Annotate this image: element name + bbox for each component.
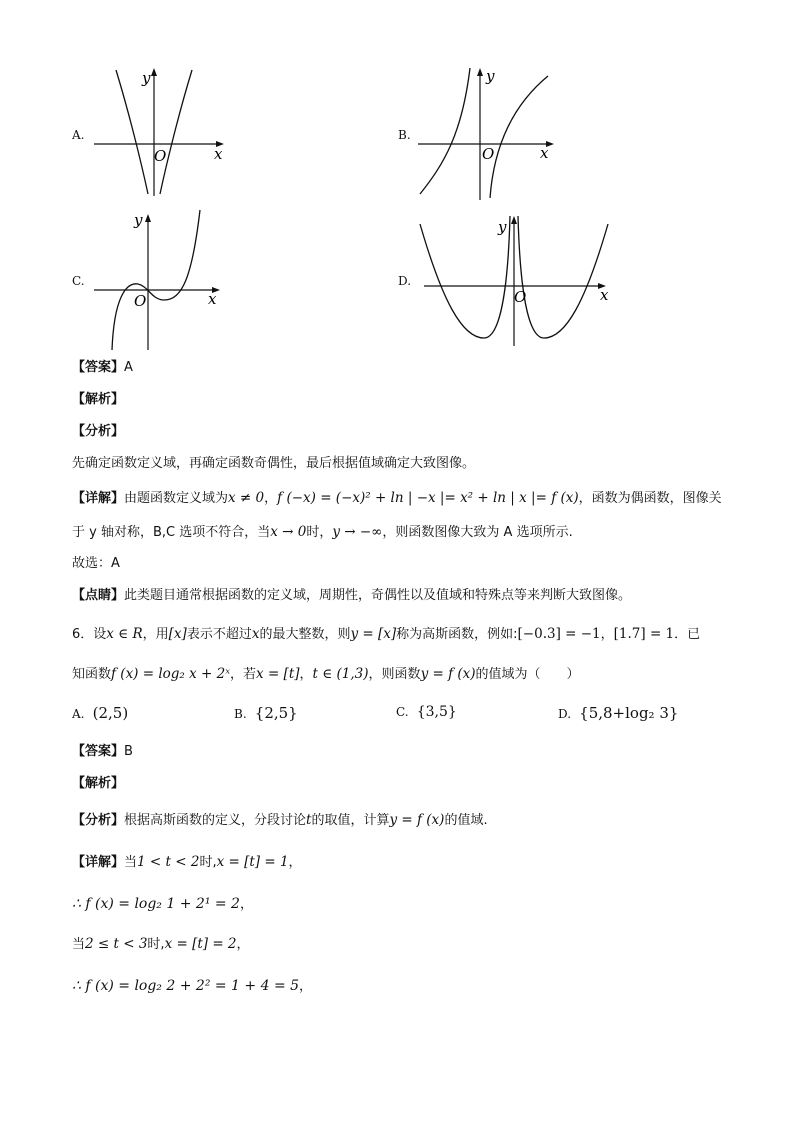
- q6-option-c-label: C.: [396, 705, 409, 719]
- q5-detail-line-2: [72, 522, 573, 543]
- q5-dianjing-tag: 【点睛】: [72, 588, 125, 603]
- graph-d-y-arrow: [511, 216, 517, 224]
- q6-text-1a: 6．设: [72, 627, 107, 642]
- q5-detail-text-2a: 于 y 轴对称，B,C 选项不符合，当: [72, 525, 271, 540]
- q5-analysis-line: [72, 390, 124, 410]
- graph-a-y-arrow: [151, 68, 157, 76]
- q6-step-2-end: ，: [299, 979, 313, 994]
- q5-detail-math-2: f (−x) = (−x)² + ln | −x |= x² + ln | x |= f (x): [277, 490, 579, 506]
- graph-d-curve-right: [518, 216, 608, 338]
- q6-detail-text-a: 当: [124, 855, 138, 870]
- q5-detail-math-1: x ≠ 0: [228, 490, 265, 506]
- q6-math-6: [1.7] = 1: [613, 626, 675, 642]
- q5-detail-tag: 【详解】: [72, 491, 125, 506]
- graph-a-y-label: y: [142, 69, 151, 87]
- q6-case-2-math-2: x = [t] = 2: [164, 936, 237, 952]
- graph-c-origin-label: O: [134, 292, 147, 310]
- q6-text-2d: ，则函数: [368, 667, 421, 682]
- q6-math-2: [x]: [168, 626, 187, 642]
- graph-c-y-label: y: [134, 211, 143, 229]
- q5-detail-line-1: [72, 488, 722, 509]
- q6-text-2b: ，若: [230, 667, 257, 682]
- graph-a-origin-label: O: [154, 147, 167, 165]
- q6-step-1: [72, 894, 253, 915]
- q6-stem-line-2: [72, 664, 580, 685]
- q6-option-d[interactable]: [558, 704, 678, 722]
- q6-case-2: [72, 934, 250, 955]
- q6-case-2-text-c: ，: [236, 937, 250, 952]
- q5-detail-text-1a: 由题函数定义域为: [124, 491, 229, 506]
- q6-detail-line: [72, 852, 302, 873]
- q6-option-d-value: {5,8+log₂ 3}: [579, 704, 679, 722]
- graph-b-svg: [414, 64, 564, 204]
- q6-option-a-label: A.: [72, 707, 85, 721]
- q6-analysis-tag: 【解析】: [72, 776, 125, 791]
- graph-d-curve-left: [420, 216, 510, 338]
- q6-fenxi-text-a: 根据高斯函数的定义，分段讨论: [124, 813, 307, 828]
- q5-answer: A: [124, 360, 133, 375]
- q6-fenxi-math-1: t: [306, 812, 312, 828]
- graph-a-curve-right: [160, 70, 192, 194]
- graph-b-x-label: x: [540, 144, 549, 162]
- q5-fenxi-line: [72, 422, 124, 442]
- q6-text-1b: ，用: [142, 627, 169, 642]
- q6-option-c-value: {3,5}: [416, 704, 457, 720]
- q5-dianjing-text: 此类题目通常根据函数的定义域，周期性，奇偶性以及值域和特殊点等来判断大致图像。: [124, 588, 632, 603]
- q5-detail-text-2c: ，则函数图像大致为 A 选项所示.: [382, 525, 573, 540]
- q6-math-5: [−0.3] = −1: [517, 626, 601, 642]
- q6-option-b[interactable]: [234, 704, 298, 722]
- graph-b-curve-right: [490, 76, 548, 198]
- q5-fenxi-tag: 【分析】: [72, 424, 125, 439]
- graph-c: [90, 208, 230, 354]
- q6-option-b-value: {2,5}: [254, 704, 298, 722]
- q6-detail-tag: 【详解】: [72, 855, 125, 870]
- q6-text-1e: 称为高斯函数，例如:: [396, 627, 518, 642]
- q5-answer-line: [72, 358, 133, 378]
- q6-math-3: x: [251, 626, 260, 642]
- q6-option-d-label: D.: [558, 707, 572, 721]
- q5-detail-math-4: y → −∞: [332, 524, 383, 540]
- q6-math-9: t ∈ (1,3): [312, 666, 369, 682]
- q6-step-2-math: ∴ f (x) = log₂ 2 + 2² = 1 + 4 = 5: [72, 978, 300, 994]
- q6-answer-tag: 【答案】: [72, 744, 125, 759]
- graph-c-svg: [90, 208, 230, 354]
- graph-b-curve-left: [420, 68, 470, 194]
- q6-math-4: y = [x]: [350, 626, 397, 642]
- graph-c-x-label: x: [208, 290, 217, 308]
- q5-detail-text-1b: ，: [264, 491, 278, 506]
- q5-analysis-tag: 【解析】: [72, 392, 125, 407]
- q6-text-2c: ，: [299, 667, 313, 682]
- q6-answer: B: [124, 744, 133, 759]
- q6-text-1d: 的最大整数，则: [259, 627, 351, 642]
- q6-case-2-text-a: 当: [72, 937, 86, 952]
- q6-text-1f: ，: [600, 627, 614, 642]
- option-a-label: A.: [72, 128, 85, 142]
- q6-step-2: [72, 976, 312, 997]
- graph-c-y-arrow: [145, 214, 151, 222]
- graph-d-svg: [414, 210, 614, 350]
- graph-a: [90, 66, 230, 200]
- graph-d-y-label: y: [498, 218, 507, 236]
- q6-math-7: f (x) = log₂ x + 2ˣ: [111, 666, 231, 682]
- q6-math-1: x ∈ R: [106, 626, 143, 642]
- q6-answer-line: [72, 742, 133, 762]
- q5-fenxi-text-line: [72, 454, 475, 474]
- q6-detail-math-1: 1 < t < 2: [137, 854, 200, 870]
- q5-detail-text-1c: ，函数为偶函数，图像关: [578, 491, 722, 506]
- q6-step-1-end: ，: [239, 897, 253, 912]
- q5-fenxi-text: 先确定函数定义域，再确定函数奇偶性，最后根据值域确定大致图像。: [72, 456, 476, 471]
- graph-c-curve: [112, 210, 200, 350]
- q6-text-2a: 知函数: [72, 667, 112, 682]
- q6-fenxi-line: [72, 810, 488, 831]
- q5-answer-tag: 【答案】: [72, 360, 125, 375]
- q6-fenxi-math-2: y = f (x): [389, 812, 445, 828]
- q6-fenxi-text-b: 的取值，计算: [311, 813, 390, 828]
- q6-fenxi-text-c: 的值域.: [444, 813, 488, 828]
- q6-detail-text-b: 时,: [199, 855, 217, 870]
- q6-case-2-math-1: 2 ≤ t < 3: [85, 936, 148, 952]
- graph-b-origin-label: O: [482, 145, 495, 163]
- graph-b-y-label: y: [486, 67, 495, 85]
- graph-d-x-label: x: [600, 286, 609, 304]
- graph-b-y-arrow: [477, 68, 483, 76]
- q6-text-2e: 的值域为（ ）: [475, 667, 580, 682]
- option-d-label: D.: [398, 274, 412, 288]
- q6-text-1g: ．已: [674, 627, 701, 642]
- graph-d-origin-label: O: [514, 288, 527, 306]
- graph-a-curve-left: [116, 70, 148, 194]
- q5-detail-text-2b: 时，: [306, 525, 333, 540]
- graph-a-svg: [90, 66, 230, 200]
- q6-option-a-value: (2,5): [92, 704, 129, 722]
- q6-step-1-math: ∴ f (x) = log₂ 1 + 2¹ = 2: [72, 896, 240, 912]
- graph-d: [414, 210, 614, 350]
- q6-option-c[interactable]: [396, 704, 457, 720]
- q5-dianjing-line: [72, 586, 631, 606]
- q6-text-1c: 表示不超过: [186, 627, 252, 642]
- q6-option-b-label: B.: [234, 707, 247, 721]
- q6-math-8: x = [t]: [256, 666, 300, 682]
- q5-choose: 故选：A: [72, 556, 120, 571]
- q6-detail-math-2: x = [t] = 1: [216, 854, 289, 870]
- option-b-label: B.: [398, 128, 411, 142]
- graph-b: [414, 64, 564, 204]
- option-c-label: C.: [72, 274, 85, 288]
- q6-analysis-line: [72, 774, 124, 794]
- graph-a-x-label: x: [214, 145, 223, 163]
- q6-stem-line-1: [72, 624, 700, 645]
- q6-option-a[interactable]: [72, 704, 128, 722]
- q5-detail-math-3: x → 0: [270, 524, 307, 540]
- q6-case-2-text-b: 时,: [147, 937, 165, 952]
- q6-detail-text-c: ，: [288, 855, 302, 870]
- q6-math-10: y = f (x): [420, 666, 476, 682]
- q5-choose-line: [72, 554, 120, 574]
- q6-fenxi-tag: 【分析】: [72, 813, 125, 828]
